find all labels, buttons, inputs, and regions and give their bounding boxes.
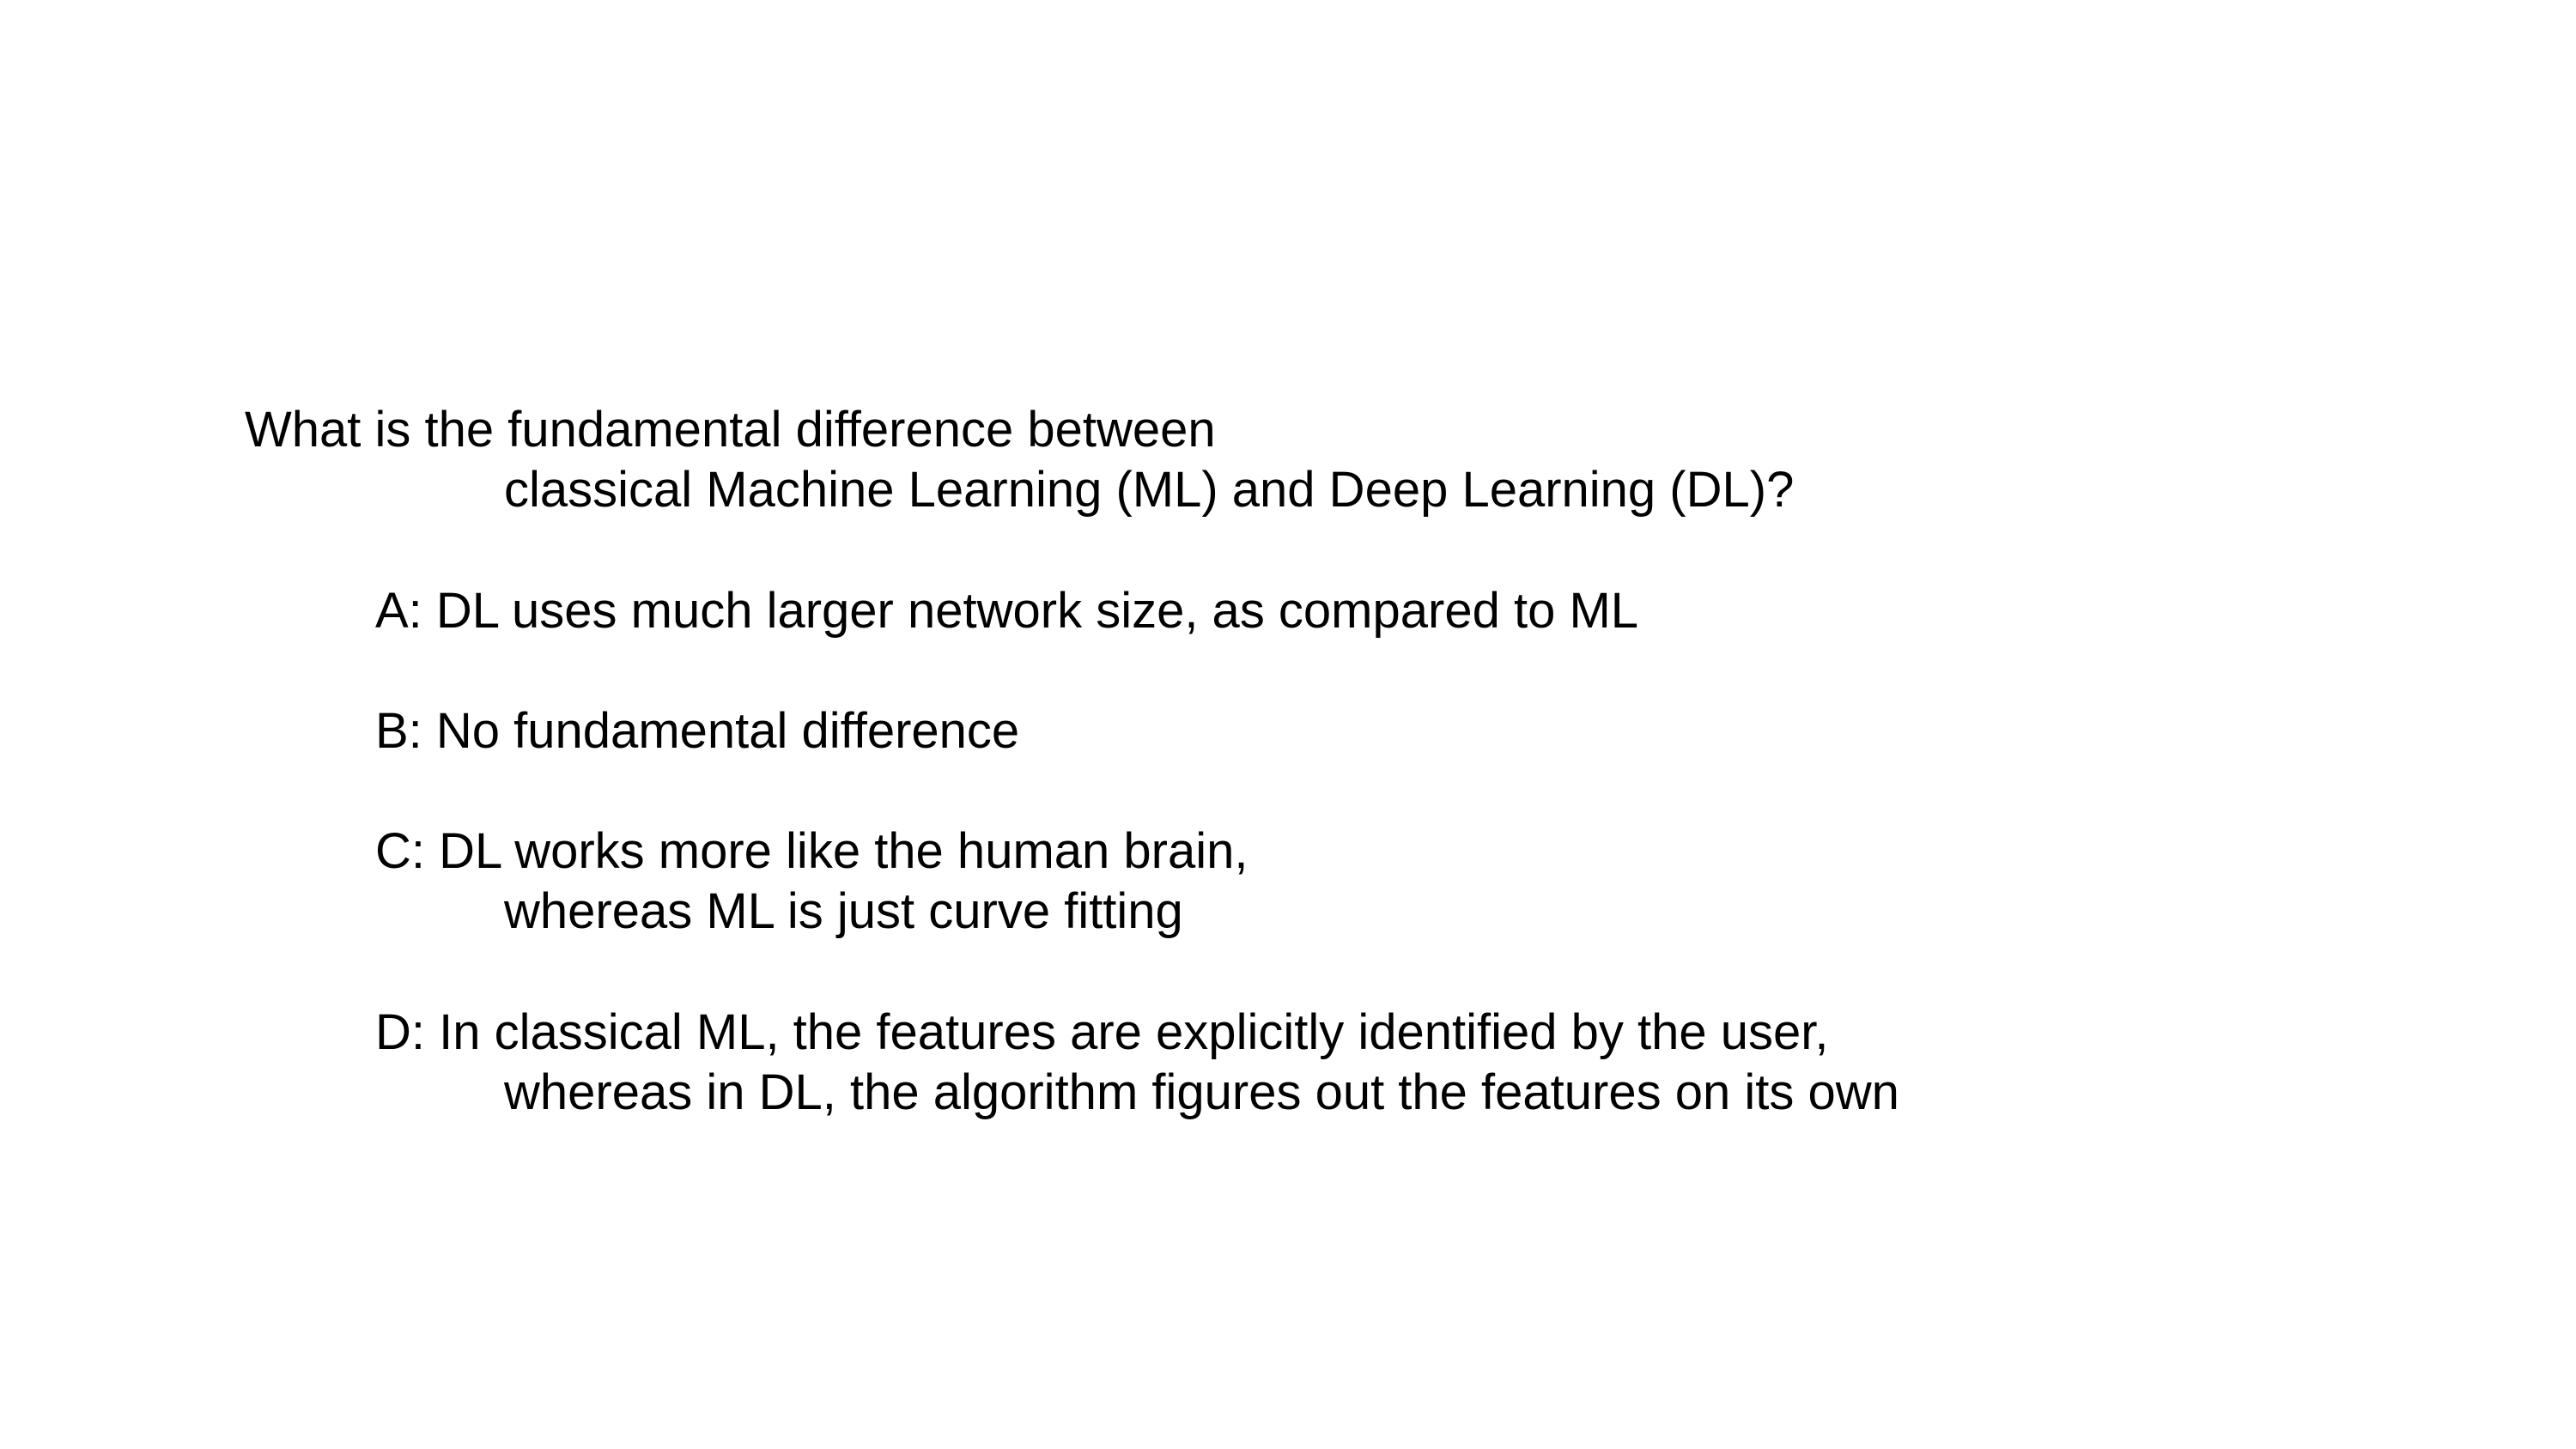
option-c-line-1: C: DL works more like the human brain, [375, 823, 1249, 879]
option-d-line-2: whereas in DL, the algorithm figures out the features on its own [504, 1064, 1899, 1120]
option-a: A: DL uses much larger network size, as compared to ML [375, 583, 1639, 639]
option-c-line-2: whereas ML is just curve fitting [504, 883, 1183, 939]
option-b: B: No fundamental difference [375, 703, 1020, 759]
question-line-1: What is the fundamental difference between [245, 402, 1216, 458]
question-line-2: classical Machine Learning (ML) and Deep Learning (DL)? [504, 462, 1795, 518]
option-d-line-1: D: In classical ML, the features are explicitly identified by the user, [375, 1004, 1829, 1060]
